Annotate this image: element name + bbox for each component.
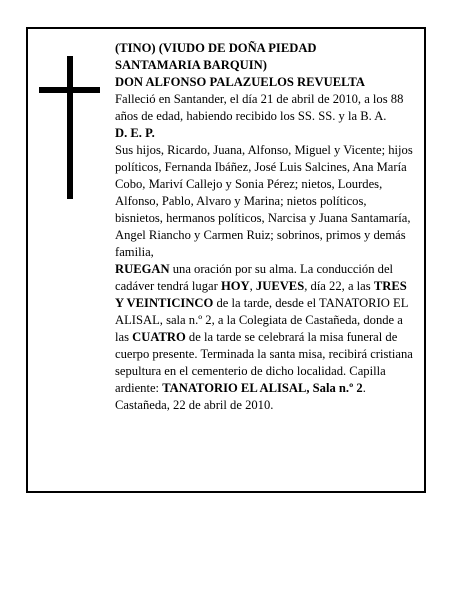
jueves-label: JUEVES: [255, 279, 305, 293]
hoy-label: HOY: [220, 279, 250, 293]
cuatro-label: CUATRO: [132, 330, 186, 344]
notice-text: [115, 40, 415, 414]
obituary-notice: [26, 27, 426, 493]
ceremony-text-2: , día 22, a las: [304, 279, 374, 293]
deceased-name: DON ALFONSO PALAZUELOS REVUELTA: [115, 75, 365, 89]
ceremony-text-4: de la tarde se celebrará la misa funeral de cuerpo presente. Terminada la santa misa, recibirá cristiana sepultura en el cementerio de dicho localidad. Capilla ardiente:: [115, 330, 413, 395]
header-line-2: SANTAMARIA BARQUIN): [115, 58, 267, 72]
ceremony-text-5: .: [362, 381, 366, 395]
death-info: Falleció en Santander, el día 21 de abril de 2010, a los 88 años de edad, habiendo recibido los SS. SS. y la B. A.: [115, 92, 404, 123]
chapel-label: TANATORIO EL ALISAL, Sala n.º 2: [162, 381, 363, 395]
ceremony-info: [115, 261, 415, 397]
ceremony-text-1: una oración por su alma. La conducción del cadáver tendrá lugar: [115, 262, 394, 293]
dep-line: D. E. P.: [115, 126, 155, 140]
family-list: Sus hijos, Ricardo, Juana, Alfonso, Miguel y Vicente; hijos políticos, Fernanda Ibáñez, José Luis Salcines, Ana María Cobo, Mariví Callejo y Sonia Pérez; nietos, Lourdes, Alfonso, Pablo, Alvaro y Marina; nietos políticos, bisnietos, hermanos políticos, Narcisa y Juana Santamaría, Angel Riancho y Carmen Ruiz; sobrinos, primos y demás familia,: [115, 143, 413, 259]
ceremony-sep: ,: [249, 279, 256, 293]
cross-icon: [67, 56, 73, 199]
time-label: TRES Y VEINTICINCO: [115, 279, 407, 310]
header-line-1: (TINO) (VIUDO DE DOÑA PIEDAD: [115, 41, 317, 55]
ceremony-text-3: de la tarde, desde el TANATORIO EL ALISAL, sala n.º 2, a la Colegiata de Castañeda, donde a las: [115, 296, 408, 344]
ruegan-label: RUEGAN: [115, 262, 170, 276]
closing-line: Castañeda, 22 de abril de 2010.: [115, 398, 274, 412]
cross-bar: [39, 87, 100, 93]
